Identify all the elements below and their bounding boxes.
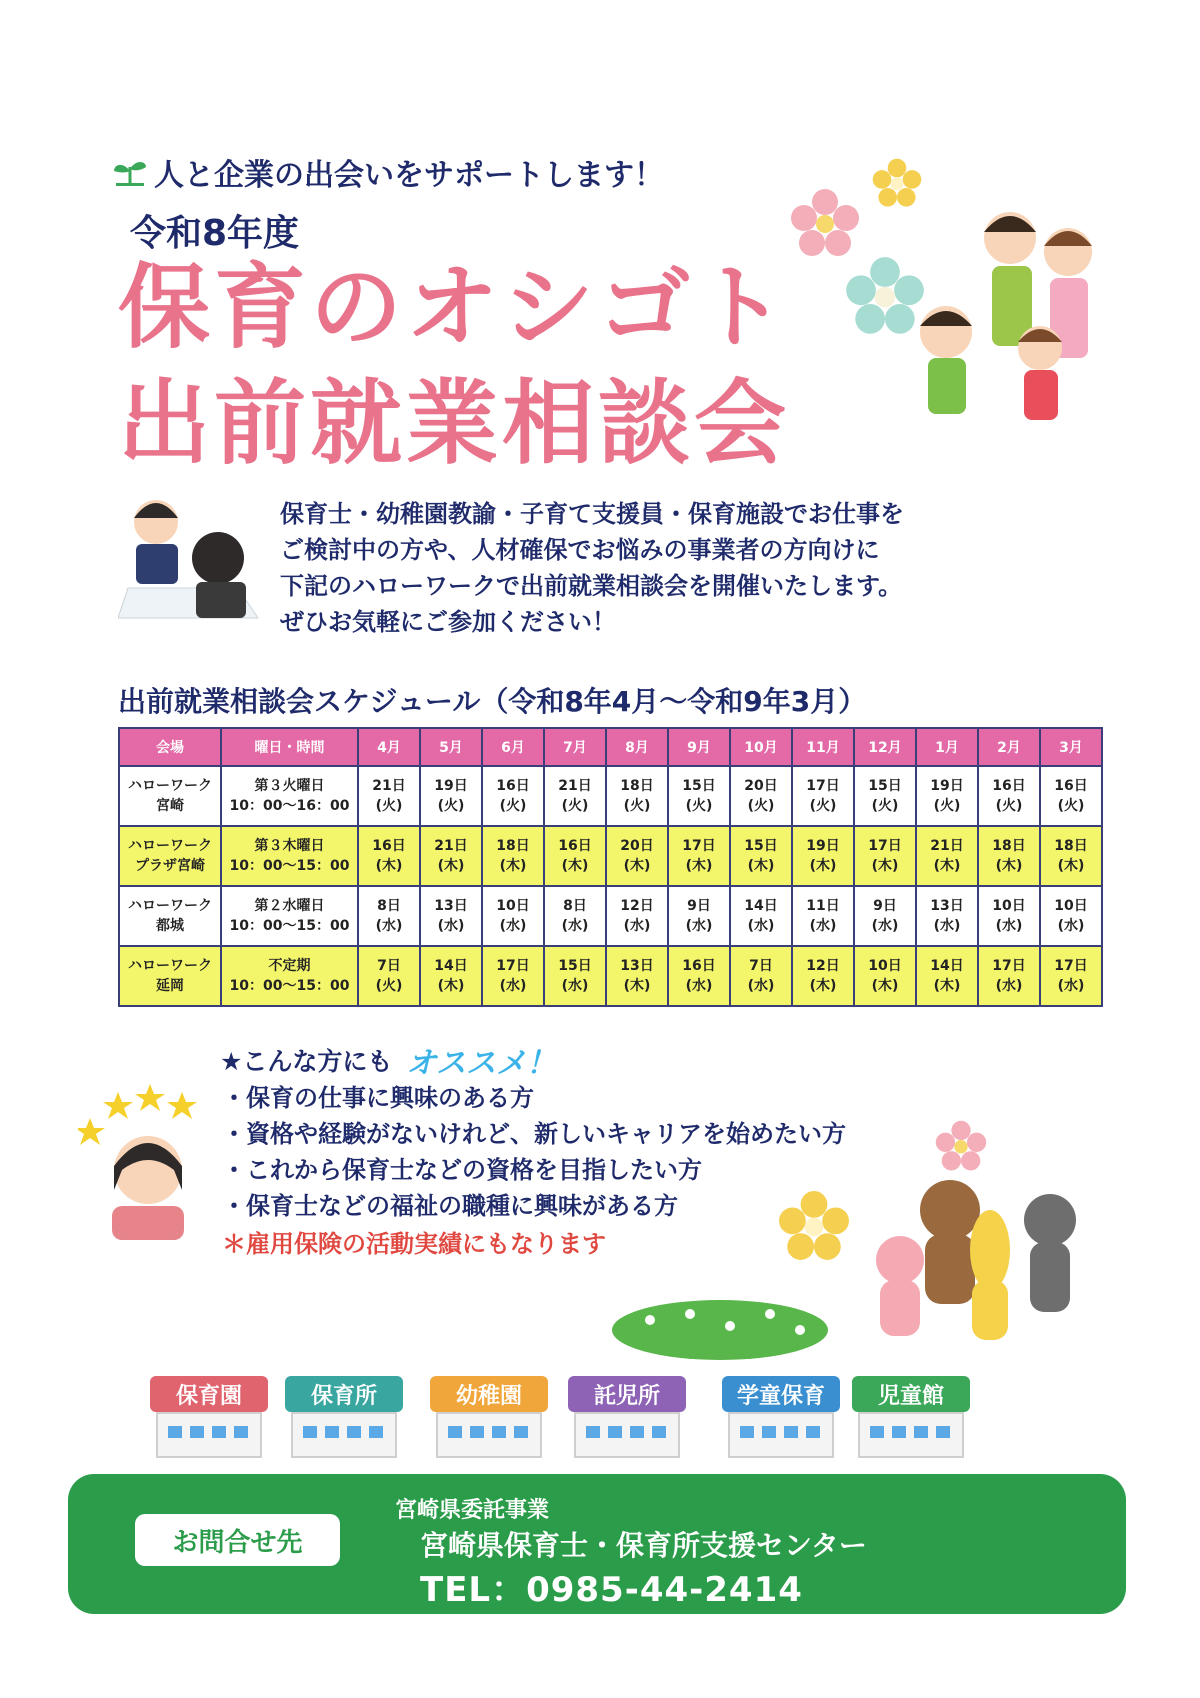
date-cell-line2: (木) xyxy=(747,858,775,874)
date-cell xyxy=(854,886,916,946)
date-cell-line2: (火) xyxy=(995,798,1023,814)
date-cell xyxy=(544,766,606,826)
facility-label: 学童保育 xyxy=(722,1376,840,1412)
date-cell xyxy=(916,946,978,1006)
time-cell-line2: 10：00～15：00 xyxy=(229,918,350,934)
date-cell xyxy=(606,886,668,946)
date-cell-line1: 21日 xyxy=(434,838,468,854)
date-cell-line2: (火) xyxy=(623,798,651,814)
date-cell-line2: (火) xyxy=(499,798,527,814)
date-cell xyxy=(606,946,668,1006)
date-cell-line1: 16日 xyxy=(1054,778,1088,794)
facility-label: 幼稚園 xyxy=(430,1376,548,1412)
date-cell-line2: (火) xyxy=(933,798,961,814)
date-cell xyxy=(668,886,730,946)
schedule-header-cell: 1月 xyxy=(916,728,978,766)
date-cell-line2: (水) xyxy=(499,978,527,994)
contact-tel: TEL：0985-44-2414 xyxy=(420,1570,803,1610)
contact-label: お問合せ先 xyxy=(135,1514,340,1566)
schedule-table xyxy=(118,727,1103,1007)
date-cell-line2: (木) xyxy=(933,858,961,874)
date-cell-line2: (木) xyxy=(871,858,899,874)
flower-pink-small-icon xyxy=(935,1120,987,1172)
date-cell-line1: 10日 xyxy=(1054,898,1088,914)
date-cell xyxy=(978,766,1040,826)
date-cell-line2: (木) xyxy=(561,858,589,874)
date-cell-line1: 15日 xyxy=(682,778,716,794)
date-cell-line1: 8日 xyxy=(563,898,587,914)
date-cell-line1: 11日 xyxy=(806,898,840,914)
contact-line1: 宮崎県委託事業 xyxy=(395,1498,550,1523)
date-cell xyxy=(978,886,1040,946)
date-cell-line2: (木) xyxy=(623,978,651,994)
date-cell-line1: 17日 xyxy=(682,838,716,854)
date-cell-line2: (木) xyxy=(437,858,465,874)
intro-line: 下記のハローワークで出前就業相談会を開催いたします。 xyxy=(280,572,903,600)
date-cell-line1: 16日 xyxy=(992,778,1026,794)
date-cell xyxy=(916,826,978,886)
list-item: ・保育士などの福祉の職種に興味がある方 xyxy=(222,1192,678,1220)
venue-cell-line2: 都城 xyxy=(156,918,184,934)
date-cell-line1: 10日 xyxy=(992,898,1026,914)
list-item: ・資格や経験がないけれど、新しいキャリアを始めたい方 xyxy=(222,1120,846,1148)
date-cell-line1: 21日 xyxy=(930,838,964,854)
date-cell-line2: (火) xyxy=(437,798,465,814)
date-cell-line2: (木) xyxy=(499,858,527,874)
date-cell xyxy=(544,886,606,946)
date-cell xyxy=(792,886,854,946)
date-cell-line1: 13日 xyxy=(930,898,964,914)
intro-line: 保育士・幼稚園教諭・子育て支援員・保育施設でお仕事を xyxy=(280,500,904,528)
date-cell-line1: 21日 xyxy=(558,778,592,794)
tagline-text: 人と企業の出会いをサポートします！ xyxy=(154,158,664,193)
date-cell xyxy=(854,946,916,1006)
date-cell-line1: 18日 xyxy=(1054,838,1088,854)
schedule-header-cell: 会場 xyxy=(119,728,221,766)
fiscal-year: 令和8年度 xyxy=(130,213,300,254)
date-cell-line1: 16日 xyxy=(496,778,530,794)
sprout-icon xyxy=(112,157,148,187)
venue-cell xyxy=(119,826,221,886)
date-cell-line2: (火) xyxy=(871,798,899,814)
recommend-heading xyxy=(220,1038,556,1082)
date-cell-line2: (木) xyxy=(1057,858,1085,874)
date-cell-line2: (火) xyxy=(1057,798,1085,814)
venue-cell-line1: ハローワーク xyxy=(128,898,212,914)
recommend-heading-text: ★こんな方にも xyxy=(220,1047,393,1076)
date-cell-line2: (木) xyxy=(995,858,1023,874)
date-cell xyxy=(1040,946,1102,1006)
date-cell-line2: (水) xyxy=(1057,978,1085,994)
facility-building-body xyxy=(574,1412,680,1458)
date-cell-line2: (水) xyxy=(995,918,1023,934)
date-cell xyxy=(606,766,668,826)
schedule-title: 出前就業相談会スケジュール（令和8年4月～令和9年3月） xyxy=(118,685,867,718)
date-cell-line2: (水) xyxy=(561,918,589,934)
date-cell xyxy=(358,826,420,886)
date-cell-line2: (水) xyxy=(499,918,527,934)
date-cell-line1: 17日 xyxy=(992,958,1026,974)
date-cell xyxy=(730,946,792,1006)
date-cell-line2: (水) xyxy=(747,978,775,994)
facility-building xyxy=(285,1376,403,1458)
date-cell-line2: (火) xyxy=(375,978,403,994)
facility-label: 保育園 xyxy=(150,1376,268,1412)
date-cell-line2: (水) xyxy=(747,918,775,934)
schedule-header-cell: 9月 xyxy=(668,728,730,766)
date-cell-line2: (水) xyxy=(1057,918,1085,934)
date-cell xyxy=(854,766,916,826)
schedule-row xyxy=(119,766,1102,826)
date-cell-line1: 12日 xyxy=(620,898,654,914)
schedule-header-cell: 3月 xyxy=(1040,728,1102,766)
list-item: ・保育の仕事に興味のある方 xyxy=(222,1084,534,1112)
date-cell-line2: (木) xyxy=(933,978,961,994)
time-cell-line2: 10：00～15：00 xyxy=(229,978,350,994)
facility-building-body xyxy=(436,1412,542,1458)
date-cell xyxy=(1040,766,1102,826)
date-cell-line1: 16日 xyxy=(558,838,592,854)
schedule-header-cell: 7月 xyxy=(544,728,606,766)
date-cell xyxy=(482,886,544,946)
date-cell xyxy=(544,826,606,886)
schedule-row xyxy=(119,826,1102,886)
flower-pink-icon xyxy=(790,188,860,258)
facility-building xyxy=(568,1376,686,1458)
date-cell-line2: (水) xyxy=(871,918,899,934)
date-cell xyxy=(358,886,420,946)
date-cell-line1: 20日 xyxy=(744,778,778,794)
date-cell xyxy=(916,766,978,826)
date-cell xyxy=(978,826,1040,886)
date-cell xyxy=(482,826,544,886)
date-cell-line2: (木) xyxy=(375,858,403,874)
facility-building-body xyxy=(156,1412,262,1458)
date-cell-line1: 9日 xyxy=(873,898,897,914)
venue-cell-line2: 延岡 xyxy=(156,978,184,994)
date-cell-line1: 14日 xyxy=(434,958,468,974)
venue-cell-line1: ハローワーク xyxy=(128,958,212,974)
time-cell xyxy=(221,946,358,1006)
facility-building-body xyxy=(728,1412,834,1458)
date-cell-line1: 13日 xyxy=(620,958,654,974)
date-cell xyxy=(420,886,482,946)
date-cell xyxy=(668,826,730,886)
date-cell-line2: (水) xyxy=(995,978,1023,994)
woman-thumbsup-illustration xyxy=(78,1070,218,1240)
date-cell-line1: 12日 xyxy=(806,958,840,974)
date-cell-line1: 21日 xyxy=(372,778,406,794)
date-cell xyxy=(482,766,544,826)
date-cell-line2: (木) xyxy=(437,978,465,994)
time-cell-line1: 第２水曜日 xyxy=(254,898,325,914)
date-cell xyxy=(792,766,854,826)
date-cell-line2: (火) xyxy=(561,798,589,814)
date-cell xyxy=(916,886,978,946)
date-cell-line2: (水) xyxy=(561,978,589,994)
schedule-header-cell: 5月 xyxy=(420,728,482,766)
facility-label: 託児所 xyxy=(568,1376,686,1412)
time-cell-line1: 第３火曜日 xyxy=(254,778,325,794)
schedule-row xyxy=(119,946,1102,1006)
date-cell xyxy=(420,766,482,826)
schedule-header-cell: 11月 xyxy=(792,728,854,766)
time-cell xyxy=(221,826,358,886)
date-cell xyxy=(730,826,792,886)
intro-line: ご検討中の方や、人材確保でお悩みの事業者の方向けに xyxy=(280,536,880,564)
list-item: ・これから保育士などの資格を目指したい方 xyxy=(222,1156,702,1184)
date-cell-line1: 15日 xyxy=(868,778,902,794)
venue-cell-line2: プラザ宮崎 xyxy=(135,858,205,874)
time-cell xyxy=(221,886,358,946)
date-cell-line2: (水) xyxy=(809,918,837,934)
date-cell xyxy=(668,766,730,826)
schedule-header-cell: 6月 xyxy=(482,728,544,766)
date-cell-line2: (木) xyxy=(623,858,651,874)
date-cell-line2: (水) xyxy=(623,918,651,934)
date-cell-line1: 17日 xyxy=(868,838,902,854)
intro-text xyxy=(280,496,1040,640)
main-title-line2: 出前就業相談会 xyxy=(118,370,791,477)
time-cell-line1: 第３木曜日 xyxy=(254,838,325,854)
facility-building-body xyxy=(291,1412,397,1458)
facility-building-body xyxy=(858,1412,964,1458)
schedule-header-cell: 8月 xyxy=(606,728,668,766)
date-cell-line1: 18日 xyxy=(620,778,654,794)
tagline xyxy=(112,150,664,194)
date-cell-line1: 19日 xyxy=(806,838,840,854)
date-cell xyxy=(606,826,668,886)
date-cell-line1: 15日 xyxy=(744,838,778,854)
date-cell-line2: (水) xyxy=(933,918,961,934)
date-cell xyxy=(668,946,730,1006)
date-cell xyxy=(544,946,606,1006)
date-cell-line1: 18日 xyxy=(496,838,530,854)
facility-building xyxy=(722,1376,840,1458)
schedule-header-cell: 12月 xyxy=(854,728,916,766)
date-cell xyxy=(792,826,854,886)
date-cell-line1: 13日 xyxy=(434,898,468,914)
date-cell xyxy=(420,826,482,886)
date-cell-line1: 16日 xyxy=(372,838,406,854)
date-cell-line1: 10日 xyxy=(868,958,902,974)
date-cell-line2: (火) xyxy=(685,798,713,814)
venue-cell-line2: 宮崎 xyxy=(156,798,184,814)
date-cell xyxy=(420,946,482,1006)
recommend-note: ＊雇用保険の活動実績にもなります xyxy=(222,1230,606,1258)
date-cell xyxy=(1040,826,1102,886)
main-title-line1: 保育のオシゴト xyxy=(118,254,791,361)
osusume-badge: オススメ！ xyxy=(406,1046,557,1081)
date-cell-line1: 18日 xyxy=(992,838,1026,854)
date-cell-line1: 9日 xyxy=(687,898,711,914)
time-cell-line2: 10：00～15：00 xyxy=(229,858,350,874)
date-cell-line2: (水) xyxy=(437,918,465,934)
facility-building xyxy=(430,1376,548,1458)
date-cell-line1: 7日 xyxy=(749,958,773,974)
date-cell-line1: 10日 xyxy=(496,898,530,914)
date-cell xyxy=(358,946,420,1006)
date-cell-line2: (木) xyxy=(871,978,899,994)
time-cell-line1: 不定期 xyxy=(268,958,311,974)
date-cell-line1: 17日 xyxy=(496,958,530,974)
date-cell-line2: (水) xyxy=(375,918,403,934)
schedule-row xyxy=(119,886,1102,946)
consultation-illustration xyxy=(118,488,268,628)
date-cell-line2: (火) xyxy=(747,798,775,814)
facility-label: 保育所 xyxy=(285,1376,403,1412)
date-cell-line1: 8日 xyxy=(377,898,401,914)
recommend-list xyxy=(222,1080,846,1224)
schedule-header-row xyxy=(119,728,1102,766)
date-cell-line1: 19日 xyxy=(434,778,468,794)
venue-cell-line1: ハローワーク xyxy=(128,778,212,794)
date-cell-line1: 15日 xyxy=(558,958,592,974)
date-cell xyxy=(854,826,916,886)
schedule-header-cell: 10月 xyxy=(730,728,792,766)
date-cell xyxy=(978,946,1040,1006)
date-cell-line2: (水) xyxy=(685,918,713,934)
date-cell xyxy=(730,886,792,946)
date-cell xyxy=(1040,886,1102,946)
time-cell xyxy=(221,766,358,826)
date-cell-line1: 14日 xyxy=(930,958,964,974)
facility-building xyxy=(852,1376,970,1458)
date-cell-line1: 17日 xyxy=(806,778,840,794)
venue-cell xyxy=(119,946,221,1006)
date-cell-line2: (木) xyxy=(685,858,713,874)
facility-label: 児童館 xyxy=(852,1376,970,1412)
date-cell-line1: 19日 xyxy=(930,778,964,794)
date-cell-line1: 7日 xyxy=(377,958,401,974)
date-cell-line2: (火) xyxy=(809,798,837,814)
schedule-header-cell: 曜日・時間 xyxy=(221,728,358,766)
date-cell-line2: (木) xyxy=(809,858,837,874)
time-cell-line2: 10：00～16：00 xyxy=(229,798,350,814)
venue-cell xyxy=(119,886,221,946)
family-illustration xyxy=(900,200,1115,440)
intro-line: ぜひお気軽にご参加ください！ xyxy=(280,608,616,636)
facility-building xyxy=(150,1376,268,1458)
singing-animals-illustration xyxy=(870,1170,1110,1350)
date-cell xyxy=(482,946,544,1006)
schedule-header-cell: 4月 xyxy=(358,728,420,766)
date-cell-line1: 16日 xyxy=(682,958,716,974)
date-cell-line1: 20日 xyxy=(620,838,654,854)
date-cell-line2: (水) xyxy=(685,978,713,994)
date-cell-line2: (木) xyxy=(809,978,837,994)
date-cell-line1: 17日 xyxy=(1054,958,1088,974)
date-cell-line1: 14日 xyxy=(744,898,778,914)
flower-yellow-large-icon xyxy=(778,1190,850,1262)
venue-cell xyxy=(119,766,221,826)
venue-cell-line1: ハローワーク xyxy=(128,838,212,854)
bush-illustration xyxy=(610,1290,830,1360)
date-cell xyxy=(792,946,854,1006)
date-cell xyxy=(358,766,420,826)
schedule-header-cell: 2月 xyxy=(978,728,1040,766)
date-cell xyxy=(730,766,792,826)
contact-org-name: 宮崎県保育士・保育所支援センター xyxy=(420,1529,867,1562)
date-cell-line2: (火) xyxy=(375,798,403,814)
